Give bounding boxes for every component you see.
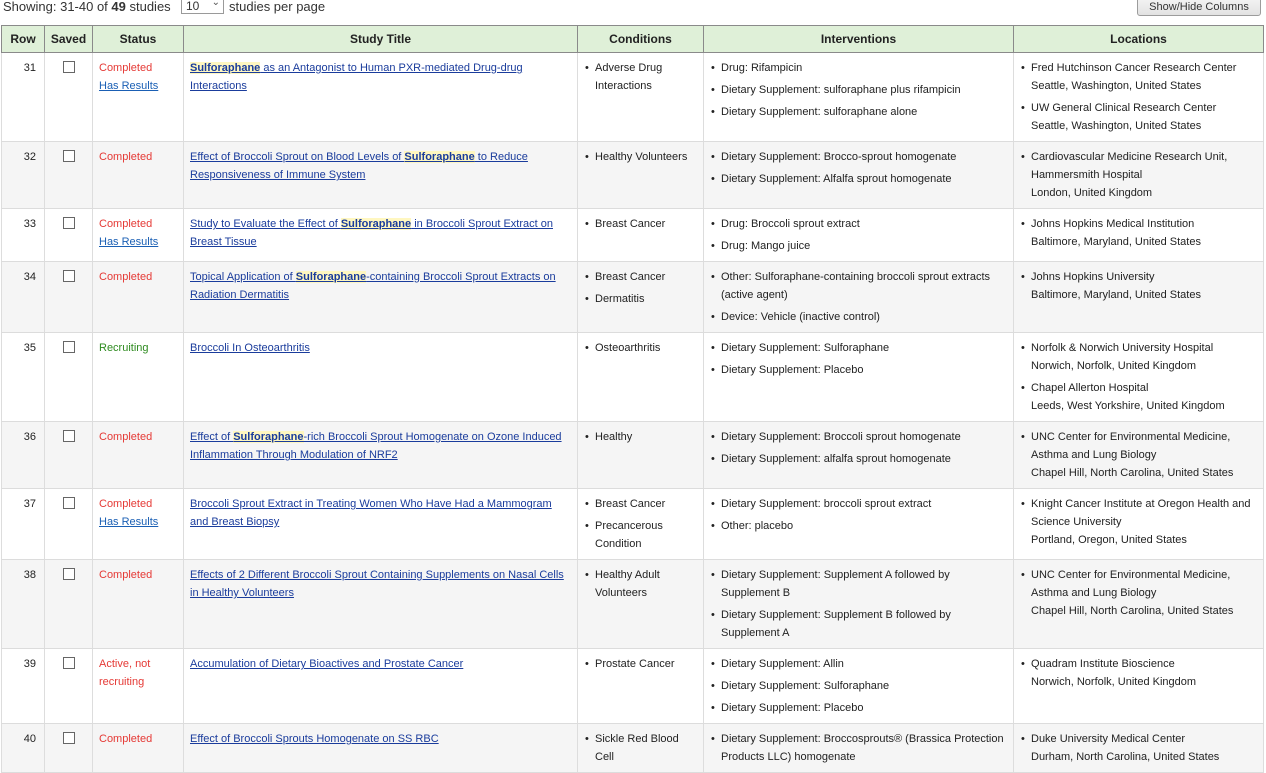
interventions-cell <box>704 489 1014 560</box>
results-table <box>1 25 1264 773</box>
table-row <box>2 333 1264 422</box>
title-text: Topical Application of <box>190 271 296 283</box>
title-text: Effects of 2 Different Broccoli Sprout Containing Supplements on Nasal Cells in Healthy Volunteers <box>190 569 564 599</box>
interventions-list <box>710 730 1007 766</box>
save-study-checkbox[interactable] <box>63 270 75 282</box>
table-row <box>2 53 1264 142</box>
location-line: • Fred Hutchinson Cancer Research Center <box>1031 62 1237 74</box>
location-line: • Cardiovascular Medicine Research Unit, Hammersmith Hospital <box>1031 151 1228 181</box>
status-cell <box>93 142 184 209</box>
saved-cell <box>45 560 93 649</box>
row-number: 33 <box>2 209 45 262</box>
location-line: • Norfolk & Norwich University Hospital <box>1031 342 1214 354</box>
locations-cell <box>1014 422 1264 489</box>
study-title-link[interactable] <box>190 218 553 248</box>
locations-list <box>1020 655 1257 691</box>
interventions-cell <box>704 142 1014 209</box>
location-line: • Quadram Institute Bioscience <box>1031 658 1175 670</box>
save-study-checkbox[interactable] <box>63 61 75 73</box>
save-study-checkbox[interactable] <box>63 150 75 162</box>
saved-cell <box>45 724 93 773</box>
status-cell <box>93 489 184 560</box>
location-line: Baltimore, Maryland, United States <box>1031 236 1201 248</box>
location-item <box>1020 566 1257 620</box>
intervention-item: • Other: Sulforaphane-containing broccoli sprout extracts (active agent) <box>710 268 1007 304</box>
location-item <box>1020 339 1257 375</box>
interventions-list <box>710 215 1007 255</box>
locations-list <box>1020 428 1257 482</box>
per-page-select[interactable] <box>181 0 224 14</box>
condition-item: • Breast Cancer <box>584 268 697 286</box>
title-text: in Broccoli Sprout Extract on Breast Tissue <box>190 218 553 248</box>
intervention-item: • Dietary Supplement: Allin <box>710 655 1007 673</box>
study-title-link[interactable] <box>190 271 556 301</box>
column-header-interventions[interactable]: Interventions <box>704 26 1014 53</box>
table-row <box>2 560 1264 649</box>
status-cell <box>93 560 184 649</box>
intervention-item: • Dietary Supplement: Placebo <box>710 361 1007 379</box>
intervention-item: • Drug: Mango juice <box>710 237 1007 255</box>
saved-cell <box>45 333 93 422</box>
intervention-item: • Dietary Supplement: Broccosprouts® (Brassica Protection Products LLC) homogenate <box>710 730 1007 766</box>
title-text: Effect of <box>190 431 234 443</box>
location-line: Seattle, Washington, United States <box>1031 80 1202 92</box>
location-line: • UNC Center for Environmental Medicine, Asthma and Lung Biology <box>1031 431 1231 461</box>
table-row <box>2 422 1264 489</box>
conditions-cell <box>578 333 704 422</box>
save-study-checkbox[interactable] <box>63 497 75 509</box>
save-study-checkbox[interactable] <box>63 217 75 229</box>
interventions-cell <box>704 53 1014 142</box>
conditions-list <box>584 730 697 766</box>
study-title-link[interactable] <box>190 62 523 92</box>
study-title-link[interactable] <box>190 658 463 670</box>
table-row <box>2 262 1264 333</box>
conditions-list <box>584 215 697 233</box>
column-header-study-title[interactable]: Study Title <box>184 26 578 53</box>
status-cell <box>93 649 184 724</box>
condition-item: • Prostate Cancer <box>584 655 697 673</box>
status-cell <box>93 262 184 333</box>
locations-list <box>1020 215 1257 251</box>
study-title-cell <box>184 262 578 333</box>
location-item <box>1020 730 1257 766</box>
location-item <box>1020 428 1257 482</box>
table-body <box>2 53 1264 773</box>
column-header-row[interactable]: Row <box>2 26 45 53</box>
location-line: Chapel Hill, North Carolina, United States <box>1031 605 1234 617</box>
conditions-cell <box>578 142 704 209</box>
title-text: Effect of Broccoli Sprouts Homogenate on SS RBC <box>190 733 439 745</box>
highlighted-term: Sulforaphane <box>233 431 304 443</box>
location-line: Norwich, Norfolk, United Kingdom <box>1031 676 1197 688</box>
study-title-cell <box>184 333 578 422</box>
conditions-list <box>584 428 697 446</box>
location-line: Durham, North Carolina, United States <box>1031 751 1220 763</box>
study-title-cell <box>184 209 578 262</box>
table-row <box>2 649 1264 724</box>
locations-cell <box>1014 560 1264 649</box>
intervention-item: • Dietary Supplement: Broccoli sprout homogenate <box>710 428 1007 446</box>
location-line: Chapel Hill, North Carolina, United States <box>1031 467 1234 479</box>
table-row <box>2 724 1264 773</box>
location-line: London, United Kingdom <box>1031 187 1153 199</box>
location-line: • Knight Cancer Institute at Oregon Health and Science University <box>1031 498 1251 528</box>
row-number: 32 <box>2 142 45 209</box>
conditions-list <box>584 495 697 553</box>
column-header-conditions[interactable]: Conditions <box>578 26 704 53</box>
results-toolbar <box>0 0 1266 23</box>
has-results-link[interactable]: Has Results <box>99 236 159 248</box>
locations-list <box>1020 566 1257 620</box>
interventions-cell <box>704 209 1014 262</box>
interventions-cell <box>704 333 1014 422</box>
location-line: • UW General Clinical Research Center <box>1031 102 1217 114</box>
condition-item: • Adverse Drug Interactions <box>584 59 697 95</box>
column-header-locations[interactable]: Locations <box>1014 26 1264 53</box>
interventions-cell <box>704 649 1014 724</box>
intervention-item: • Dietary Supplement: Supplement A followed by Supplement B <box>710 566 1007 602</box>
study-title-link[interactable] <box>190 342 310 354</box>
table-row <box>2 489 1264 560</box>
title-text: as an Antagonist to Human PXR-mediated Drug-drug Interactions <box>190 62 523 92</box>
interventions-list <box>710 339 1007 379</box>
chevron-down-icon: ⌄ <box>211 0 220 8</box>
location-line: • Duke University Medical Center <box>1031 733 1186 745</box>
status-text: Completed <box>99 271 153 283</box>
conditions-list <box>584 339 697 357</box>
saved-cell <box>45 142 93 209</box>
location-line: • Johns Hopkins Medical Institution <box>1031 218 1195 230</box>
show-hide-columns-button[interactable]: Show/Hide Columns <box>1137 0 1261 16</box>
interventions-cell <box>704 560 1014 649</box>
save-study-checkbox[interactable] <box>63 657 75 669</box>
intervention-item: • Dietary Supplement: Brocco-sprout homogenate <box>710 148 1007 166</box>
study-title-cell <box>184 724 578 773</box>
interventions-cell <box>704 422 1014 489</box>
has-results-link[interactable]: Has Results <box>99 80 159 92</box>
row-number: 34 <box>2 262 45 333</box>
location-line: • Johns Hopkins University <box>1031 271 1155 283</box>
title-text: Broccoli In Osteoarthritis <box>190 342 310 354</box>
total-count: 49 <box>111 0 126 14</box>
intervention-item: • Other: placebo <box>710 517 1007 535</box>
locations-list <box>1020 495 1257 549</box>
locations-cell <box>1014 333 1264 422</box>
locations-list <box>1020 59 1257 135</box>
location-item <box>1020 495 1257 549</box>
row-number: 39 <box>2 649 45 724</box>
location-item <box>1020 655 1257 691</box>
study-title-link[interactable] <box>190 431 562 461</box>
status-cell <box>93 422 184 489</box>
location-line: Seattle, Washington, United States <box>1031 120 1202 132</box>
intervention-item: • Dietary Supplement: broccoli sprout extract <box>710 495 1007 513</box>
status-text: Completed <box>99 431 153 443</box>
condition-item: • Dermatitis <box>584 290 697 308</box>
row-number: 36 <box>2 422 45 489</box>
showing-summary: Showing: 31-40 of 49 studies <box>3 0 171 14</box>
row-number: 40 <box>2 724 45 773</box>
per-page-value: 10 <box>186 0 200 13</box>
status-text: Completed <box>99 733 153 745</box>
study-title-link[interactable] <box>190 569 564 599</box>
interventions-cell <box>704 262 1014 333</box>
location-line: Portland, Oregon, United States <box>1031 534 1187 546</box>
locations-cell <box>1014 53 1264 142</box>
table-row <box>2 142 1264 209</box>
location-line: • Chapel Allerton Hospital <box>1031 382 1149 394</box>
saved-cell <box>45 422 93 489</box>
intervention-item: • Drug: Rifampicin <box>710 59 1007 77</box>
highlighted-term: Sulforaphane <box>295 271 367 283</box>
intervention-item: • Dietary Supplement: Alfalfa sprout homogenate <box>710 170 1007 188</box>
condition-item: • Healthy Volunteers <box>584 148 697 166</box>
interventions-list <box>710 566 1007 642</box>
location-item <box>1020 268 1257 304</box>
status-text: Completed <box>99 569 153 581</box>
save-study-checkbox[interactable] <box>63 732 75 744</box>
location-line: Leeds, West Yorkshire, United Kingdom <box>1031 400 1225 412</box>
status-text: Completed <box>99 151 153 163</box>
study-title-cell <box>184 489 578 560</box>
saved-cell <box>45 53 93 142</box>
intervention-item: • Dietary Supplement: Placebo <box>710 699 1007 717</box>
location-line: • UNC Center for Environmental Medicine, Asthma and Lung Biology <box>1031 569 1231 599</box>
highlighted-term: Sulforaphane <box>404 151 475 163</box>
title-text: -rich Broccoli Sprout Homogenate on Ozone Induced Inflammation Through Modulation of NRF2 <box>190 431 562 461</box>
condition-item: • Osteoarthritis <box>584 339 697 357</box>
saved-cell <box>45 649 93 724</box>
conditions-cell <box>578 724 704 773</box>
conditions-cell <box>578 422 704 489</box>
interventions-list <box>710 59 1007 121</box>
location-item <box>1020 59 1257 95</box>
locations-list <box>1020 268 1257 304</box>
study-title-cell <box>184 142 578 209</box>
intervention-item: • Device: Vehicle (inactive control) <box>710 308 1007 326</box>
intervention-item: • Dietary Supplement: Sulforaphane <box>710 339 1007 357</box>
condition-item: • Healthy <box>584 428 697 446</box>
row-number: 37 <box>2 489 45 560</box>
highlighted-term: Sulforaphane <box>190 62 261 74</box>
conditions-cell <box>578 489 704 560</box>
study-title-cell <box>184 649 578 724</box>
condition-item: • Breast Cancer <box>584 495 697 513</box>
column-header-saved[interactable]: Saved <box>45 26 93 53</box>
condition-item: • Healthy Adult Volunteers <box>584 566 697 602</box>
locations-cell <box>1014 262 1264 333</box>
row-number: 38 <box>2 560 45 649</box>
interventions-list <box>710 148 1007 188</box>
study-title-link[interactable] <box>190 498 552 528</box>
per-page-label: studies per page <box>229 0 326 14</box>
has-results-link[interactable]: Has Results <box>99 516 159 528</box>
save-study-checkbox[interactable] <box>63 430 75 442</box>
title-text: Broccoli Sprout Extract in Treating Women Who Have Had a Mammogram and Breast Biopsy <box>190 498 552 528</box>
row-number: 31 <box>2 53 45 142</box>
status-text: Completed <box>99 498 153 510</box>
intervention-item: • Dietary Supplement: Supplement B followed by Supplement A <box>710 606 1007 642</box>
status-cell <box>93 53 184 142</box>
condition-item: • Breast Cancer <box>584 215 697 233</box>
saved-cell <box>45 489 93 560</box>
interventions-list <box>710 495 1007 535</box>
location-item <box>1020 148 1257 202</box>
intervention-item: • Drug: Broccoli sprout extract <box>710 215 1007 233</box>
status-text: Completed <box>99 62 153 74</box>
location-item <box>1020 215 1257 251</box>
status-text: Active, not recruiting <box>99 658 151 688</box>
interventions-list <box>710 268 1007 326</box>
study-title-link[interactable] <box>190 151 528 181</box>
save-study-checkbox[interactable] <box>63 341 75 353</box>
conditions-cell <box>578 209 704 262</box>
conditions-list <box>584 566 697 602</box>
title-text: to Reduce Responsiveness of Immune System <box>190 151 528 181</box>
intervention-item: • Dietary Supplement: Sulforaphane <box>710 677 1007 695</box>
table-header-row <box>2 26 1264 53</box>
intervention-item: • Dietary Supplement: alfalfa sprout homogenate <box>710 450 1007 468</box>
status-cell <box>93 209 184 262</box>
table-row <box>2 209 1264 262</box>
conditions-cell <box>578 53 704 142</box>
study-title-cell <box>184 53 578 142</box>
locations-cell <box>1014 724 1264 773</box>
conditions-cell <box>578 262 704 333</box>
conditions-list <box>584 148 697 166</box>
location-line: Norwich, Norfolk, United Kingdom <box>1031 360 1197 372</box>
study-title-link[interactable] <box>190 733 439 745</box>
status-cell <box>93 724 184 773</box>
locations-cell <box>1014 489 1264 560</box>
conditions-cell <box>578 560 704 649</box>
location-item <box>1020 99 1257 135</box>
title-text: Effect of Broccoli Sprout on Blood Levels of <box>190 151 405 163</box>
conditions-list <box>584 268 697 308</box>
condition-item: • Precancerous Condition <box>584 517 697 553</box>
conditions-cell <box>578 649 704 724</box>
title-text: Accumulation of Dietary Bioactives and Prostate Cancer <box>190 658 464 670</box>
intervention-item: • Dietary Supplement: sulforaphane alone <box>710 103 1007 121</box>
highlighted-term: Sulforaphane <box>340 218 412 230</box>
intervention-item: • Dietary Supplement: sulforaphane plus rifampicin <box>710 81 1007 99</box>
locations-list <box>1020 730 1257 766</box>
locations-cell <box>1014 649 1264 724</box>
locations-cell <box>1014 209 1264 262</box>
title-text: -containing Broccoli Sprout Extracts on Radiation Dermatitis <box>190 271 556 301</box>
locations-list <box>1020 148 1257 202</box>
locations-list <box>1020 339 1257 415</box>
condition-item: • Sickle Red Blood Cell <box>584 730 697 766</box>
status-text: Completed <box>99 218 153 230</box>
interventions-list <box>710 655 1007 717</box>
column-header-status[interactable]: Status <box>93 26 184 53</box>
study-title-cell <box>184 560 578 649</box>
locations-cell <box>1014 142 1264 209</box>
interventions-list <box>710 428 1007 468</box>
study-title-cell <box>184 422 578 489</box>
conditions-list <box>584 655 697 673</box>
save-study-checkbox[interactable] <box>63 568 75 580</box>
conditions-list <box>584 59 697 95</box>
saved-cell <box>45 262 93 333</box>
title-text: Study to Evaluate the Effect of <box>190 218 341 230</box>
row-number: 35 <box>2 333 45 422</box>
location-item <box>1020 379 1257 415</box>
interventions-cell <box>704 724 1014 773</box>
status-text: Recruiting <box>99 342 149 354</box>
location-line: Baltimore, Maryland, United States <box>1031 289 1201 301</box>
saved-cell <box>45 209 93 262</box>
status-cell <box>93 333 184 422</box>
